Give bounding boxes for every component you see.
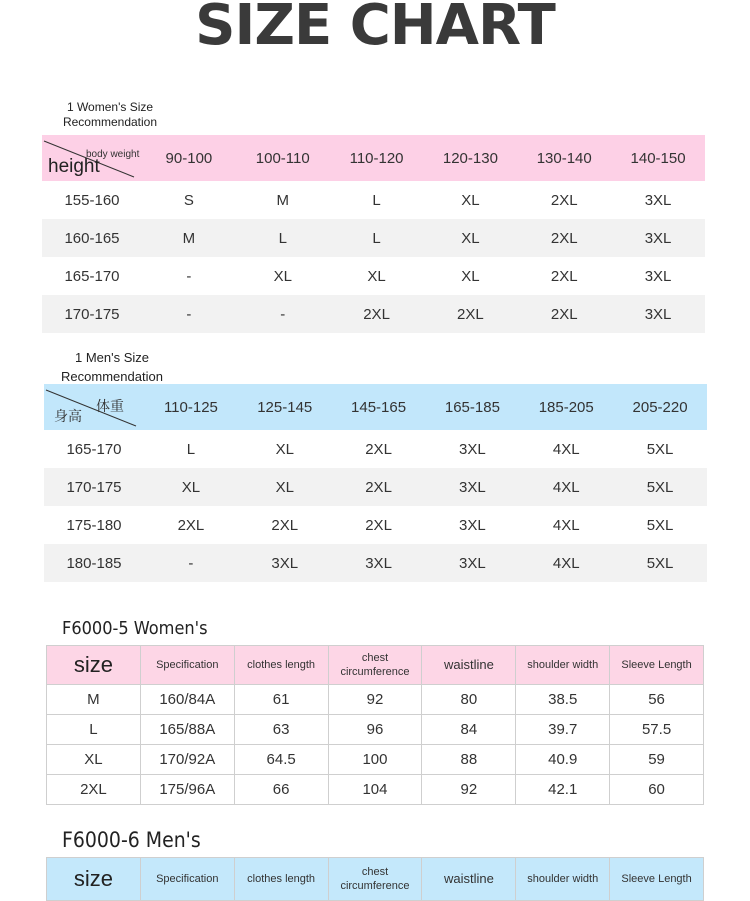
table-cell: XL xyxy=(461,267,480,285)
women-rec-header xyxy=(42,135,705,181)
table-cell: XL xyxy=(275,440,294,458)
row-label: 180-185 xyxy=(66,554,122,572)
women-rec-col-5: 130-140 xyxy=(536,149,592,167)
table-cell: 4XL xyxy=(552,516,580,534)
men-rec-col-6: 205-220 xyxy=(632,398,688,416)
page-title: SIZE CHART xyxy=(195,0,555,58)
header-waistline: waistline xyxy=(422,646,516,685)
table-cell: 2XL xyxy=(271,516,299,534)
row-label: 165-170 xyxy=(66,440,122,458)
table-cell: - xyxy=(186,305,192,323)
women-rec-col-3: 110-120 xyxy=(349,149,404,167)
table-cell: - xyxy=(280,305,286,323)
table-cell: 3XL xyxy=(459,478,486,496)
men-rec-col-1: 110-125 xyxy=(163,398,218,416)
women-rec-col-6: 140-150 xyxy=(630,149,686,167)
header-shoulder-width: shoulder width xyxy=(516,646,610,685)
men-rec-corner-col-label: 体重 xyxy=(96,398,124,414)
table-cell: 39.7 xyxy=(516,715,610,745)
table-cell: 96 xyxy=(328,715,422,745)
table-cell: 88 xyxy=(422,745,516,775)
table-row xyxy=(44,544,707,582)
table-cell: 5XL xyxy=(646,554,674,572)
men-spec-header-row xyxy=(47,858,704,901)
table-cell: 4XL xyxy=(552,440,580,458)
men-rec-header xyxy=(44,384,707,430)
table-cell: 2XL xyxy=(550,305,578,323)
table-cell: 3XL xyxy=(644,191,672,209)
table-cell: 92 xyxy=(328,685,422,715)
table-cell: L xyxy=(186,440,196,458)
table-cell: XL xyxy=(461,191,480,209)
women-rec-label-line2: Recommendation xyxy=(62,115,158,129)
header-chest-circumference: chest circumference xyxy=(328,858,422,901)
table-cell: 3XL xyxy=(644,305,672,323)
table-cell: XL xyxy=(273,267,292,285)
women-rec-corner-col-label: body weight xyxy=(86,149,140,160)
table-cell: M xyxy=(182,229,196,247)
table-cell: 2XL xyxy=(550,267,578,285)
table-cell: 3XL xyxy=(644,267,672,285)
table-row xyxy=(47,715,704,745)
table-cell: 84 xyxy=(422,715,516,745)
row-label: 160-165 xyxy=(64,229,120,247)
table-cell: 2XL xyxy=(365,516,392,534)
table-cell: 56 xyxy=(610,685,704,715)
header-specification: Specification xyxy=(140,646,234,685)
header-chest-circumference: chest circumference xyxy=(328,646,422,685)
table-cell: 2XL xyxy=(365,478,392,496)
women-rec-corner xyxy=(42,135,142,181)
men-spec-title: F6000-6 Men's xyxy=(62,828,201,852)
table-row xyxy=(44,468,707,506)
header-clothes-length: clothes length xyxy=(234,858,328,901)
table-cell: 2XL xyxy=(550,229,578,247)
table-cell: 4XL xyxy=(552,478,580,496)
men-rec-corner-row-label: 身高 xyxy=(54,408,82,424)
men-rec-col-2: 125-145 xyxy=(257,398,313,416)
table-cell: 2XL xyxy=(550,191,578,209)
table-cell: XL xyxy=(461,229,480,247)
row-label: 175-180 xyxy=(66,516,122,534)
row-label: 165-170 xyxy=(64,267,120,285)
table-cell: 42.1 xyxy=(516,775,610,805)
men-spec-table xyxy=(46,857,704,901)
men-rec-col-3: 145-165 xyxy=(351,398,407,416)
women-rec-label-line1: 1 Women's Size xyxy=(66,100,154,114)
table-cell: - xyxy=(188,554,194,572)
header-waistline: waistline xyxy=(422,858,516,901)
table-row xyxy=(42,257,705,295)
table-row xyxy=(42,295,705,333)
row-label: 170-175 xyxy=(66,478,122,496)
table-cell: 5XL xyxy=(646,440,674,458)
table-row xyxy=(47,685,704,715)
table-row xyxy=(44,430,707,468)
men-rec-col-4: 165-185 xyxy=(444,398,500,416)
table-cell: L xyxy=(278,229,287,247)
header-size: size xyxy=(47,858,141,901)
table-cell: 2XL xyxy=(457,305,484,323)
table-row xyxy=(47,745,704,775)
table-cell: 2XL xyxy=(177,516,205,534)
table-cell: 2XL xyxy=(365,440,392,458)
women-rec-col-4: 120-130 xyxy=(442,149,498,167)
header-specification: Specification xyxy=(140,858,234,901)
men-rec-label-line1: 1 Men's Size xyxy=(74,350,149,365)
table-cell: 165/88A xyxy=(140,715,234,745)
women-spec-table xyxy=(46,645,704,805)
row-label: 170-175 xyxy=(64,305,120,323)
table-cell: 160/84A xyxy=(140,685,234,715)
table-cell: M xyxy=(276,191,289,209)
table-cell: 66 xyxy=(234,775,328,805)
women-spec-header-row xyxy=(47,646,704,685)
women-rec-label xyxy=(40,100,180,130)
table-cell: 175/96A xyxy=(140,775,234,805)
table-cell: 63 xyxy=(234,715,328,745)
table-cell: 80 xyxy=(422,685,516,715)
table-cell: - xyxy=(186,267,192,285)
women-rec-col-2: 100-110 xyxy=(255,149,310,167)
table-cell: S xyxy=(183,191,194,209)
header-sleeve-length: Sleeve Length xyxy=(610,646,704,685)
women-rec-col-1: 90-100 xyxy=(165,149,213,167)
table-cell: 3XL xyxy=(459,516,486,534)
table-cell: L xyxy=(372,229,381,247)
table-cell: XL xyxy=(367,267,386,285)
table-cell: 3XL xyxy=(459,440,486,458)
table-cell: 2XL xyxy=(363,305,390,323)
table-cell: XL xyxy=(275,478,294,496)
table-cell: 3XL xyxy=(459,554,486,572)
row-label: 155-160 xyxy=(64,191,120,209)
men-rec-label-line2: Recommendation xyxy=(61,369,163,384)
table-cell: 64.5 xyxy=(234,745,328,775)
table-cell: M xyxy=(47,685,141,715)
men-rec-corner xyxy=(44,384,144,430)
table-cell: 60 xyxy=(610,775,704,805)
table-cell: 4XL xyxy=(552,554,580,572)
table-cell: 92 xyxy=(422,775,516,805)
table-cell: 3XL xyxy=(644,229,672,247)
table-row xyxy=(42,181,705,219)
table-cell: XL xyxy=(47,745,141,775)
men-recommendation-table xyxy=(44,384,707,582)
table-cell: 104 xyxy=(328,775,422,805)
table-cell: 100 xyxy=(328,745,422,775)
table-cell: 3XL xyxy=(365,554,392,572)
header-clothes-length: clothes length xyxy=(234,646,328,685)
table-row xyxy=(44,506,707,544)
men-rec-col-5: 185-205 xyxy=(538,398,594,416)
table-cell: 2XL xyxy=(47,775,141,805)
table-cell: L xyxy=(47,715,141,745)
men-rec-label xyxy=(42,348,182,386)
table-row xyxy=(42,219,705,257)
header-size: size xyxy=(47,646,141,685)
table-row xyxy=(47,775,704,805)
table-cell: 61 xyxy=(234,685,328,715)
table-cell: 3XL xyxy=(271,554,299,572)
table-cell: 40.9 xyxy=(516,745,610,775)
women-recommendation-table xyxy=(42,135,705,333)
header-shoulder-width: shoulder width xyxy=(516,858,610,901)
table-cell: L xyxy=(372,191,381,209)
table-cell: 57.5 xyxy=(610,715,704,745)
header-sleeve-length: Sleeve Length xyxy=(610,858,704,901)
table-cell: 38.5 xyxy=(516,685,610,715)
table-cell: XL xyxy=(181,478,201,496)
women-spec-title: F6000-5 Women's xyxy=(62,618,208,639)
table-cell: 59 xyxy=(610,745,704,775)
table-cell: 5XL xyxy=(646,516,674,534)
table-cell: 170/92A xyxy=(140,745,234,775)
women-rec-corner-row-label: height xyxy=(48,156,100,177)
table-cell: 5XL xyxy=(646,478,674,496)
